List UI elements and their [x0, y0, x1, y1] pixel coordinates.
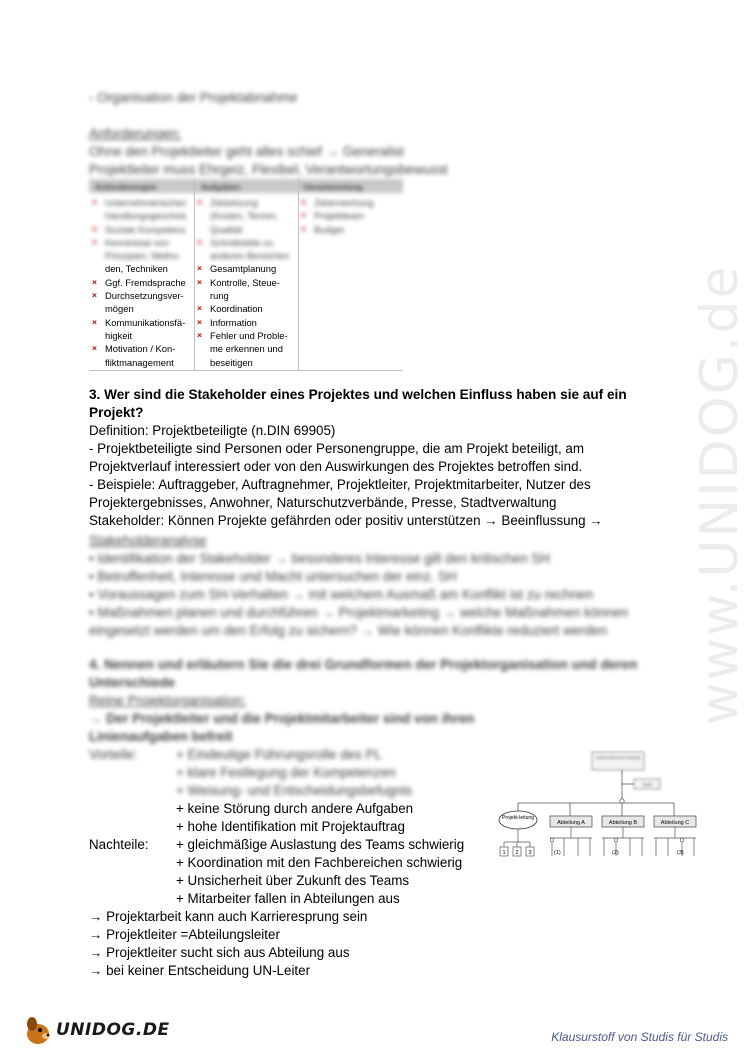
- blurred-line: - Organisation der Projektabnahme: [89, 90, 298, 105]
- section-3-line: Projektverlauf interessiert oder von den Auswirkungen des Projektes betroffen sind.: [89, 459, 583, 474]
- blurred-line: eingesetzt werden um den Erfolg zu sichern? → Wie können Konflikte reduziert werden: [89, 623, 608, 638]
- advantage-item: + keine Störung durch andere Aufgaben: [176, 801, 414, 816]
- bullet-icon: ×: [92, 276, 97, 287]
- table-cell-line: higkeit: [92, 329, 192, 342]
- table-cell-line: × Gesamtplanung: [197, 263, 277, 275]
- bullet-icon: ×: [92, 343, 97, 354]
- bullet-spacer: [92, 329, 105, 342]
- blurred-line: Stakeholderanalyse: [89, 533, 207, 548]
- table-cell-line: beseitigen: [197, 356, 297, 369]
- section-3-heading: Projekt?: [89, 405, 144, 420]
- blurred-line: • Identifikation der Stakeholder → besonderes Interesse gilt den kritischen SH: [89, 551, 550, 566]
- blurred-line: + klare Festlegung der Kompetenzen: [176, 765, 396, 780]
- blurred-heading: Anforderungen:: [89, 126, 182, 141]
- section-3-line: - Projektbeteiligte sind Personen oder Personengruppe, die am Projekt beteiligt, am: [89, 441, 584, 456]
- dept-a-label: Abteilung A: [557, 820, 585, 826]
- conclusion-item: → bei keiner Entscheidung UN-Leiter: [89, 963, 311, 978]
- disadvantages-label: Nachteile:: [89, 837, 149, 852]
- team-num: 2: [515, 850, 519, 856]
- table-header-cell: Aufgaben: [201, 182, 241, 192]
- bullet-spacer: [197, 356, 210, 369]
- table-cell-line: mögen: [92, 302, 192, 315]
- section-3-line: Definition: Projektbeteiligte (n.DIN 69905): [89, 423, 336, 438]
- dog-icon: [20, 1012, 56, 1048]
- marker: (1): [554, 850, 561, 856]
- table-column-requirements: × Unternehmerisches Handlungsgeschick × Soziale Kompetenz × Kenntnisse von Prinzipien, Metho- den, Techniken × Ggf. Fremdsprache × Durchsetzungsver- mögen × Kommunikationsfä- higkeit × Motivation / Kon- fliktmanagement: [92, 196, 192, 369]
- table-header-cell: Verantwortung: [303, 182, 363, 192]
- unidog-logo[interactable]: [20, 1012, 170, 1048]
- blurred-line: • Maßnahmen planen und durchführen → Projektmarketing → welche Maßnahmen können: [89, 605, 629, 620]
- blurred-line: + Weisung- und Entscheidungsbefugnis: [176, 783, 413, 798]
- table-cell-line: × Fehler und Proble-: [197, 329, 288, 341]
- conclusion-item: → Projektleiter =Abteilungsleiter: [89, 927, 280, 942]
- bullet-icon: ×: [197, 263, 202, 274]
- table-cell-line: × Koordination: [197, 303, 263, 315]
- table-column-tasks: × Zielsetzung (Kosten, Termin, Qualität × Schnittstelle zu anderen Bereichen × Gesamtplanung × Kontrolle, Steue- rung × Koordination × Information × Fehler und Proble- me erkennen und beseitigen: [197, 196, 297, 369]
- bullet-spacer: [92, 356, 105, 369]
- blurred-line: Projektleiter muss Ehrgeiz, Flexibel, Verantwortungsbewusst: [89, 162, 448, 177]
- requirements-table: [89, 179, 403, 371]
- blurred-subheading: Reine Projektorganisation:: [89, 693, 247, 708]
- bullet-spacer: [197, 342, 210, 355]
- table-cell-line: × Ggf. Fremdsprache: [92, 276, 186, 288]
- team-num: 3: [528, 850, 532, 856]
- disadvantage-item: + Koordination mit den Fachbereichen schwierig: [176, 855, 463, 870]
- table-cell-line: × Durchsetzungsver-: [92, 290, 184, 302]
- footer-tagline: Klausurstoff von Studis für Studis: [551, 1030, 728, 1044]
- blurred-line: Ohne den Projektleiter geht alles schief → Generalist: [89, 144, 404, 159]
- top-box-label: Unternehmens-leitung: [595, 755, 641, 760]
- section-4-heading: Unterschiede: [89, 675, 176, 690]
- bullet-icon: ×: [92, 290, 97, 301]
- disadvantage-item: + Unsicherheit über Zukunft des Teams: [176, 873, 410, 888]
- blurred-line: + Eindeutige Führungsrolle des PL: [176, 747, 382, 762]
- table-cell-line: me erkennen und: [197, 342, 297, 355]
- table-cell-line: fliktmanagement: [92, 356, 192, 369]
- table-cell-line: rung: [197, 289, 297, 302]
- disadvantage-item: + Mitarbeiter fallen in Abteilungen aus: [176, 891, 400, 906]
- logo-text: UNIDOG.DE: [56, 1020, 170, 1040]
- table-cell-line: × Motivation / Kon-: [92, 343, 176, 355]
- dept-b-label: Abteilung B: [608, 820, 638, 826]
- team-num: 1: [502, 850, 506, 856]
- marker: (3): [677, 850, 684, 856]
- blurred-line: → Der Projektleiter und die Projektmitarbeiter sind von ihren: [89, 711, 475, 726]
- table-header: [89, 179, 403, 193]
- blurred-line: Vorteile:: [89, 747, 138, 762]
- bullet-spacer: [92, 262, 105, 275]
- table-cell-line: × Information: [197, 316, 257, 328]
- bullet-icon: ×: [92, 316, 97, 327]
- section-3-heading: 3. Wer sind die Stakeholder eines Projektes und welchen Einfluss haben sie auf ein: [89, 387, 627, 402]
- section-3-line: - Beispiele: Auftraggeber, Auftragnehmer, Projektleiter, Projektmitarbeiter, Nutzer des: [89, 477, 591, 492]
- bullet-icon: ×: [197, 316, 202, 327]
- bullet-icon: ×: [197, 329, 202, 340]
- table-cell-line: × Kommunikationsfä-: [92, 316, 186, 328]
- advantage-item: + hohe Identifikation mit Projektauftrag: [176, 819, 405, 834]
- bullet-spacer: [197, 289, 210, 302]
- blurred-line: • Betroffenheit, Interesse und Macht untersuchen der einz. SH: [89, 569, 457, 584]
- conclusion-item: → Projektarbeit kann auch Karrieresprung sein: [89, 909, 368, 924]
- conclusion-item: → Projektleiter sucht sich aus Abteilung aus: [89, 945, 350, 960]
- table-column-responsibility: × Zielerreichung × Projektteam × Budget: [301, 197, 374, 235]
- blurred-line: • Voraussagen zum SH-Verhalten → mit welchem Ausmaß am Konflikt ist zu rechnen: [89, 587, 594, 602]
- disadvantage-item: + gleichmäßige Auslastung des Teams schwierig: [176, 837, 465, 852]
- table-cell-line: × Kontrolle, Steue-: [197, 276, 280, 288]
- bullet-icon: ×: [197, 303, 202, 314]
- section-3-line: Projektergebnisses, Anwohner, Naturschutzverbände, Presse, Stadtverwaltung: [89, 495, 557, 510]
- table-cell-line: den, Techniken: [92, 262, 192, 275]
- bullet-icon: ×: [197, 276, 202, 287]
- section-3-line: Stakeholder: Können Projekte gefährden oder positiv unterstützen → Beeinflussung →: [89, 513, 603, 528]
- marker: (2): [612, 850, 619, 856]
- bullet-spacer: [92, 302, 105, 315]
- pl-label: Projekt-leitung: [502, 815, 534, 821]
- blurred-line: Linienaufgaben befreit: [89, 729, 233, 744]
- org-chart-diagram: [492, 750, 702, 870]
- watermark: www.UNIDOG.de: [690, 264, 750, 725]
- stab-box-label: Stab: [642, 782, 652, 787]
- table-header-cell: Anforderungen: [95, 182, 157, 192]
- dept-c-label: Abteilung C: [660, 820, 690, 826]
- section-4-heading: 4. Nennen und erläutern Sie die drei Grundformen der Projektorganisation und deren: [89, 657, 638, 672]
